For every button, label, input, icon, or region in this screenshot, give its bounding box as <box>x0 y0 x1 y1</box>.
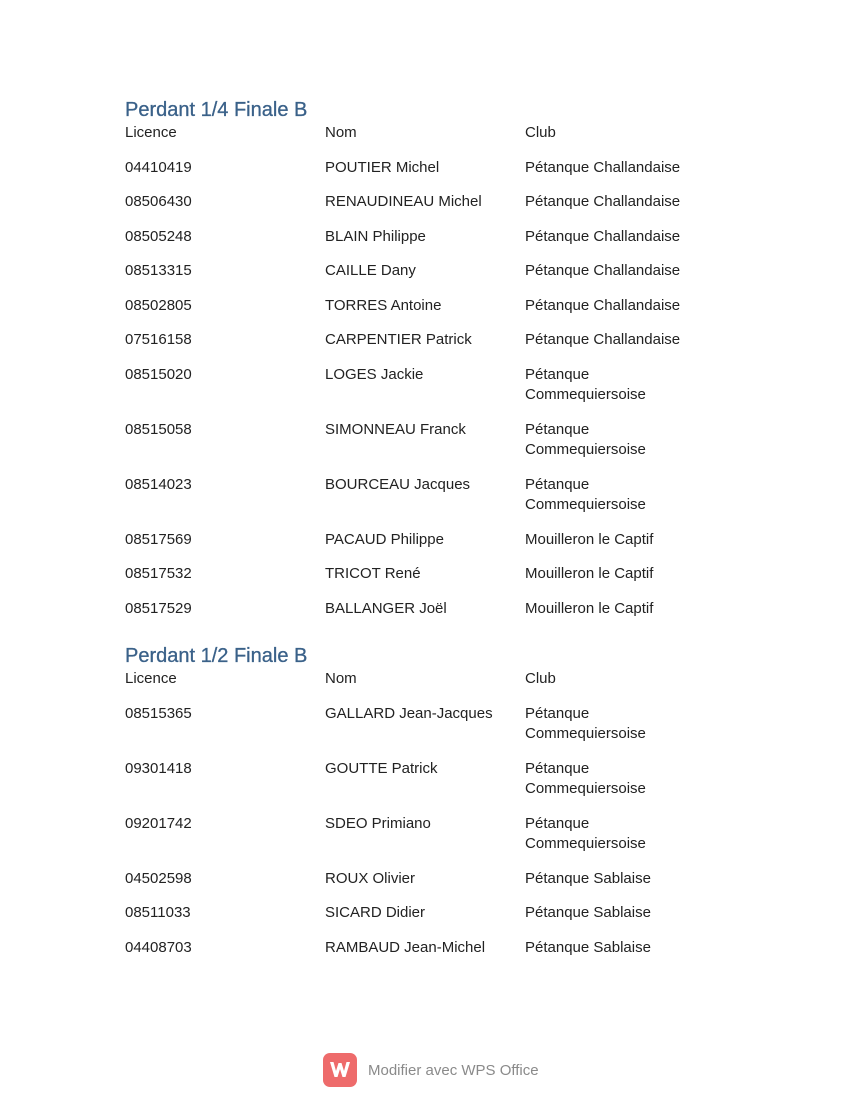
header-licence: Licence <box>125 124 177 141</box>
cell-licence: 08517532 <box>125 565 192 582</box>
table-header <box>125 669 725 690</box>
cell-nom: GOUTTE Patrick <box>325 759 438 777</box>
cell-licence: 08505248 <box>125 227 192 245</box>
table-row <box>125 599 725 620</box>
cell-nom: CAILLE Dany <box>325 262 416 279</box>
table-row <box>125 475 725 516</box>
section-title: Perdant 1/4 Finale B <box>125 99 308 121</box>
table-body <box>125 158 725 620</box>
cell-club: Pétanque Challandaise <box>525 262 681 279</box>
cell-club: Pétanque Commequiersoise <box>525 420 646 458</box>
table-row <box>125 227 725 248</box>
table-row <box>125 530 725 551</box>
table-header <box>125 123 725 144</box>
table-row <box>125 420 725 461</box>
cell-nom: BLAIN Philippe <box>325 227 426 245</box>
cell-nom: SICARD Didier <box>325 904 426 921</box>
cell-licence: 08517529 <box>125 599 192 617</box>
header-nom: Nom <box>325 124 357 141</box>
table-row <box>125 938 725 959</box>
cell-licence: 07516158 <box>125 331 192 348</box>
cell-club: Mouilleron le Captif <box>525 565 654 582</box>
table-body <box>125 704 725 959</box>
cell-licence: 08517569 <box>125 530 192 548</box>
cell-licence: 04410419 <box>125 158 192 176</box>
cell-club: Pétanque Challandaise <box>525 193 681 210</box>
wps-footer[interactable] <box>323 1053 539 1087</box>
header-nom: Nom <box>325 670 357 687</box>
header-licence: Licence <box>125 670 177 687</box>
table-row <box>125 814 725 855</box>
cell-licence: 08502805 <box>125 296 192 314</box>
cell-licence: 09201742 <box>125 814 192 832</box>
cell-nom: ROUX Olivier <box>325 869 416 887</box>
cell-club: Pétanque Commequiersoise <box>525 475 646 513</box>
section-quarter-final <box>125 97 725 619</box>
cell-licence: 04408703 <box>125 938 192 956</box>
cell-club: Pétanque Sablaise <box>525 938 651 956</box>
cell-licence: 08514023 <box>125 475 192 493</box>
cell-nom: LOGES Jackie <box>325 365 424 383</box>
table-row <box>125 365 725 406</box>
cell-licence: 08515058 <box>125 420 192 438</box>
cell-licence: 08511033 <box>125 904 191 921</box>
table-row <box>125 261 725 282</box>
section-semi-final <box>125 643 725 958</box>
cell-nom: SDEO Primiano <box>325 814 431 832</box>
cell-nom: RAMBAUD Jean-Michel <box>325 938 486 956</box>
cell-licence: 04502598 <box>125 869 192 887</box>
cell-nom: BALLANGER Joël <box>325 599 447 617</box>
table-row <box>125 158 725 179</box>
cell-nom: TORRES Antoine <box>325 296 442 314</box>
cell-nom: RENAUDINEAU Michel <box>325 193 482 210</box>
table-row <box>125 330 725 351</box>
cell-licence: 08513315 <box>125 262 192 279</box>
cell-club: Pétanque Commequiersoise <box>525 759 646 797</box>
cell-club: Pétanque Commequiersoise <box>525 704 646 742</box>
cell-nom: SIMONNEAU Franck <box>325 420 466 438</box>
cell-club: Pétanque Challandaise <box>525 227 681 245</box>
cell-club: Mouilleron le Captif <box>525 599 654 617</box>
wps-footer-text[interactable]: Modifier avec WPS Office <box>368 1061 539 1079</box>
cell-club: Pétanque Challandaise <box>525 158 681 176</box>
wps-logo-icon[interactable] <box>323 1053 357 1087</box>
table-row <box>125 704 725 745</box>
cell-nom: CARPENTIER Patrick <box>325 331 472 348</box>
cell-club: Pétanque Challandaise <box>525 296 681 314</box>
cell-club: Pétanque Commequiersoise <box>525 814 646 852</box>
cell-nom: TRICOT René <box>325 565 421 582</box>
section-title: Perdant 1/2 Finale B <box>125 645 308 667</box>
cell-nom: POUTIER Michel <box>325 158 440 176</box>
cell-club: Pétanque Sablaise <box>525 904 651 921</box>
table-row <box>125 759 725 800</box>
header-club: Club <box>525 670 556 687</box>
table-row <box>125 869 725 890</box>
cell-licence: 08506430 <box>125 193 192 210</box>
table-row <box>125 192 725 213</box>
cell-nom: GALLARD Jean-Jacques <box>325 704 493 722</box>
cell-licence: 08515365 <box>125 704 192 722</box>
cell-licence: 08515020 <box>125 365 192 383</box>
cell-licence: 09301418 <box>125 759 192 777</box>
header-club: Club <box>525 124 556 141</box>
cell-nom: PACAUD Philippe <box>325 530 444 548</box>
table-row <box>125 564 725 585</box>
cell-club: Pétanque Challandaise <box>525 331 681 348</box>
table-row <box>125 903 725 924</box>
cell-club: Pétanque Commequiersoise <box>525 365 646 403</box>
document-page <box>125 97 725 982</box>
cell-nom: BOURCEAU Jacques <box>325 475 471 493</box>
cell-club: Pétanque Sablaise <box>525 869 651 887</box>
cell-club: Mouilleron le Captif <box>525 530 654 548</box>
table-row <box>125 296 725 317</box>
